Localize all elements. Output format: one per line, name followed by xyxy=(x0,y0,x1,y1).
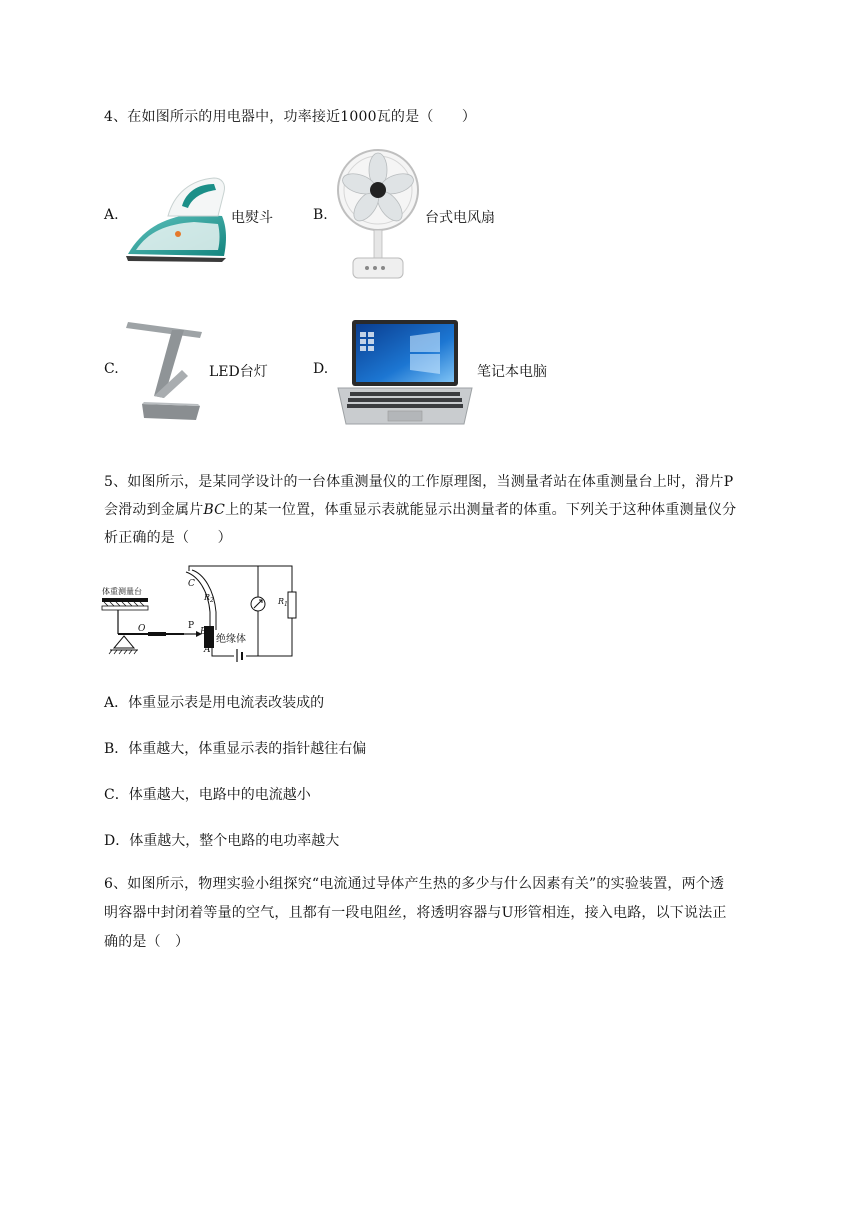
insulator-label: 绝缘体 xyxy=(216,634,246,645)
option-d-letter: D. xyxy=(313,361,329,377)
option-c-label: LED台灯 xyxy=(209,364,268,380)
option-d-label: 笔记本电脑 xyxy=(477,364,547,380)
label-a: A xyxy=(204,645,211,655)
option-a-letter: A. xyxy=(104,207,119,223)
question-5-line-1: 5、如图所示，是某同学设计的一台体重测量仪的工作原理图，当测量者站在体重测量台上时，滑片P xyxy=(104,474,734,490)
question-5-choice-a: A．体重显示表是用电流表改装成的 xyxy=(104,695,325,711)
fan-icon xyxy=(335,148,421,282)
question-6-stem xyxy=(104,870,804,957)
question-6-line-2: 明容器中封闭着等量的空气，且都有一段电阻丝，将透明容器与U形管相连，接入电路，以下说法正 xyxy=(104,905,727,921)
question-6-line-3: 确的是（ ） xyxy=(104,934,190,950)
question-5-choice-c: C．体重越大，电路中的电流越小 xyxy=(104,787,311,803)
label-r2: $R_2$ xyxy=(204,593,214,604)
question-5-choice-b: B．体重越大，体重显示表的指针越往右偏 xyxy=(104,741,367,757)
iron-icon xyxy=(122,170,234,264)
platform-label: 体重测量台 xyxy=(102,587,142,596)
laptop-icon xyxy=(336,318,474,428)
option-b-label: 台式电风扇 xyxy=(425,210,495,226)
option-b-letter: B. xyxy=(313,207,328,223)
metal-strip-bc: BC xyxy=(203,502,226,518)
label-b: B xyxy=(200,627,207,637)
question-4-stem: 4、在如图所示的用电器中，功率接近1000瓦的是（ ） xyxy=(104,109,477,125)
question-5-line-3: 析正确的是（ ） xyxy=(104,530,232,546)
question-5-choice-d: D．体重越大，整个电路的电功率越大 xyxy=(104,833,340,849)
question-5-stem xyxy=(104,468,804,552)
pivot-label-o: O xyxy=(138,624,146,634)
option-c-letter: C. xyxy=(104,361,119,377)
label-c: C xyxy=(188,579,195,589)
label-r1: $R_1$ xyxy=(278,597,288,608)
lamp-icon xyxy=(124,316,206,422)
question-5-line-2: 会滑动到金属片BC上的某一位置，体重显示表就能显示出测量者的体重。下列关于这种体重测量仪分 xyxy=(104,502,737,518)
option-a-label: 电熨斗 xyxy=(231,210,273,226)
weighing-circuit-diagram xyxy=(96,560,302,662)
slider-label-p: P xyxy=(188,621,195,631)
question-6-line-1: 6、如图所示，物理实验小组探究“电流通过导体产生热的多少与什么因素有关”的实验装置，两个透 xyxy=(104,876,725,892)
